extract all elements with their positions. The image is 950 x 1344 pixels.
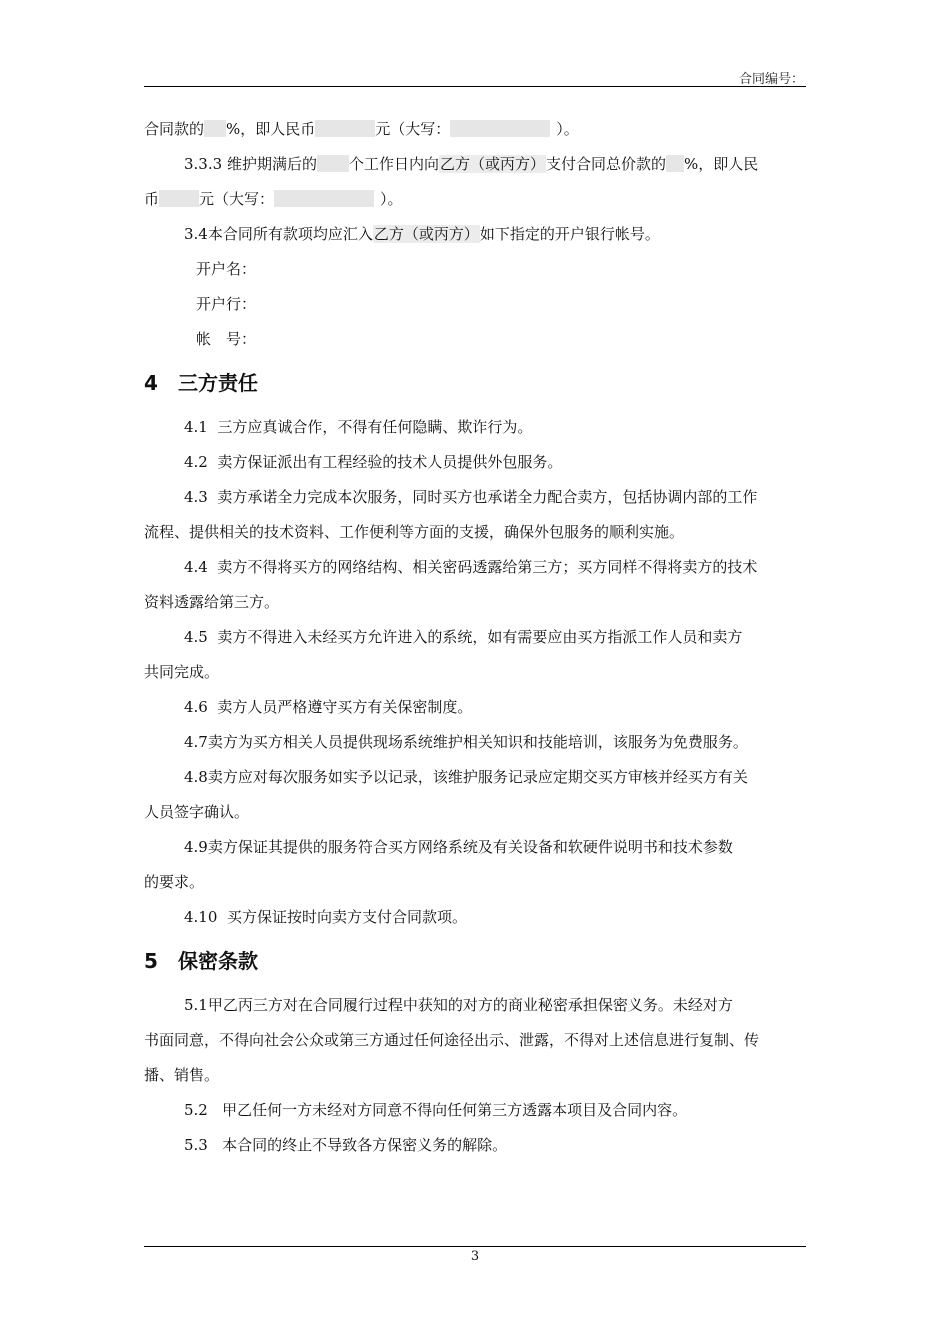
clause-3-3-3: 3.3.3 维护期满后的 个工作日内向乙方（或丙方）支付合同总价款的 %，即人民 — [184, 155, 759, 173]
clause-5-2: 5.2 甲乙任何一方未经对方同意不得向任何第三方透露本项目及合同内容。 — [184, 1101, 688, 1119]
blank-field[interactable] — [315, 120, 375, 137]
clause-4-2: 4.2 卖方保证派出有工程经验的技术人员提供外包服务。 — [184, 453, 563, 471]
section-number: 5 — [144, 949, 158, 973]
account-name-line: 开户名： — [196, 260, 257, 278]
clause-4-9: 4.9卖方保证其提供的服务符合买方网络系统及有关设备和软硬件说明书和技术参数 — [184, 838, 733, 856]
clause-4-5-continuation: 共同完成。 — [144, 663, 220, 681]
blank-field[interactable] — [666, 155, 684, 172]
clause-4-5: 4.5 卖方不得进入未经买方允许进入的系统，如有需要应由买方指派工作人员和卖方 — [184, 628, 743, 646]
clause-4-4-continuation: 资料透露给第三方。 — [144, 593, 280, 611]
highlighted-party: 乙方（或丙方） — [439, 155, 545, 173]
clause-4-4: 4.4 卖方不得将买方的网络结构、相关密码透露给第三方；买方同样不得将卖方的技术 — [184, 558, 758, 576]
section-number: 4 — [144, 371, 158, 395]
header-rule — [144, 86, 806, 87]
clause-4-1: 4.1 三方应真诚合作，不得有任何隐瞒、欺诈行为。 — [184, 418, 533, 436]
clause-4-6: 4.6 卖方人员严格遵守买方有关保密制度。 — [184, 698, 473, 716]
blank-field[interactable] — [159, 190, 199, 207]
account-number-line: 帐 号： — [196, 330, 257, 348]
clause-4-7: 4.7卖方为买方相关人员提供现场系统维护相关知识和技能培训，该服务为免费服务。 — [184, 733, 748, 751]
clause-5-1: 5.1甲乙丙三方对在合同履行过程中获知的对方的商业秘密承担保密义务。未经对方 — [184, 996, 733, 1014]
clause-4-3-continuation: 流程、提供相关的技术资料、工作便利等方面的支援，确保外包服务的顺利实施。 — [144, 523, 685, 541]
section-title: 保密条款 — [178, 949, 258, 973]
contract-number-label: 合同编号： — [738, 72, 804, 87]
section-4-heading — [144, 367, 808, 399]
clause-5-3: 5.3 本合同的终止不导致各方保密义务的解除。 — [184, 1136, 508, 1154]
section-5-heading — [144, 945, 808, 977]
highlighted-party: 乙方（或丙方） — [373, 225, 479, 243]
clause-3-3-2-continuation: 合同款的 %，即人民币 元（大写： ）。 — [144, 120, 579, 138]
blank-field[interactable] — [274, 190, 374, 207]
blank-field[interactable] — [450, 120, 550, 137]
clause-4-3: 4.3 卖方承诺全力完成本次服务，同时买方也承诺全力配合卖方，包括协调内部的工作 — [184, 488, 758, 506]
bank-line: 开户行： — [196, 295, 257, 313]
blank-field[interactable] — [204, 120, 226, 137]
page-number: 3 — [470, 1249, 480, 1264]
clause-4-8: 4.8卖方应对每次服务如实予以记录，该维护服务记录应定期交买方审核并经买方有关 — [184, 768, 748, 786]
clause-5-1-continuation: 书面同意，不得向社会公众或第三方通过任何途径出示、泄露，不得对上述信息进行复制、传 — [144, 1031, 760, 1049]
blank-field[interactable] — [317, 155, 349, 172]
page-content — [144, 112, 808, 1163]
clause-3-4: 3.4本合同所有款项均应汇入乙方（或丙方）如下指定的开户银行帐号。 — [184, 225, 660, 243]
clause-4-9-continuation: 的要求。 — [144, 873, 205, 891]
clause-4-10: 4.10 买方保证按时向卖方支付合同款项。 — [184, 908, 467, 926]
section-title: 三方责任 — [178, 371, 258, 395]
clause-4-8-continuation: 人员签字确认。 — [144, 803, 250, 821]
clause-5-1-continuation-2: 播、销售。 — [144, 1066, 220, 1084]
clause-3-3-3-continuation: 币 元（大写： ）。 — [144, 190, 403, 208]
footer-rule — [144, 1246, 806, 1247]
